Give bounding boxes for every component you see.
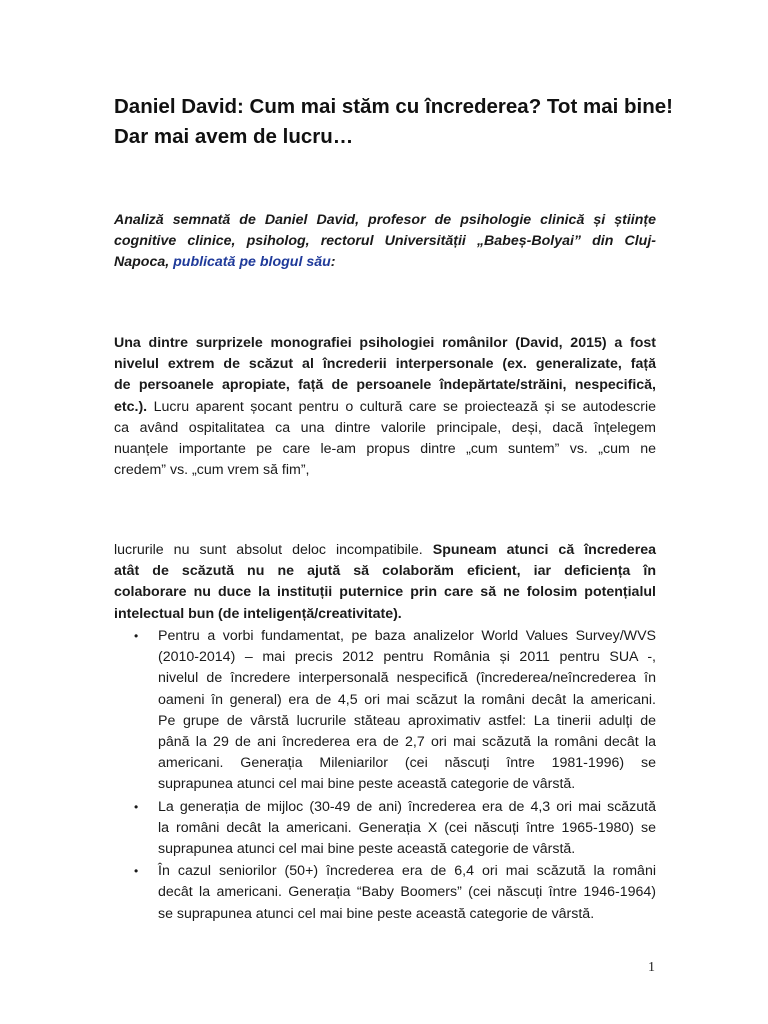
list-item-line: se suprapunea atunci cel mai bine peste această categorie de vârstă. bbox=[158, 905, 595, 922]
title-line: Daniel David: Cum mai stăm cu încrederea? Tot mai bine! bbox=[114, 95, 673, 118]
list-item-line: Pentru a vorbi fundamentat, pe baza analizelor World Values Survey/WVS bbox=[158, 628, 656, 644]
paragraph-line: Una dintre surprizele monografiei psihologiei românilor (David, 2015) a fost bbox=[114, 335, 656, 351]
abstract-text: Napoca, bbox=[114, 254, 174, 270]
list-item-line: până la 29 de ani încrederea era de 2,7 ori mai scăzută la români decât la bbox=[158, 734, 656, 751]
bold-text: etc.). bbox=[114, 398, 148, 415]
list-item bbox=[114, 797, 656, 861]
paragraph-intro bbox=[114, 333, 656, 481]
paragraph-line: de persoanele apropiate, față de persoanele îndepărtate/străini, nespecifică, bbox=[114, 377, 656, 394]
bullet-icon: • bbox=[134, 799, 139, 814]
list-item-line: Pe grupe de vârstă lucrurile stăteau aproximativ astfel: La tinerii adulți de bbox=[158, 712, 656, 729]
abstract-line: cognitive clinice, psiholog, rectorul Universității „Babeș-Bolyai” din Cluj- bbox=[114, 233, 656, 249]
paragraph-line: nivelul extrem de scăzut al încrederii interpersonale (ex. generalizate, față bbox=[114, 356, 656, 373]
title-line: Dar mai avem de lucru… bbox=[114, 125, 354, 148]
list-item-line: În cazul seniorilor (50+) încrederea era de 6,4 ori mai scăzută la români bbox=[158, 863, 656, 880]
list-item-line: (2010-2014) – mai precis 2012 pentru România și 2011 pentru SUA -, bbox=[158, 649, 656, 666]
article-abstract bbox=[114, 210, 656, 273]
list-item-line: la români decât la americani. Generația X (cei născuți între 1965-1980) se bbox=[158, 819, 656, 836]
list-item-line: oameni în general) era de 4,5 ori mai scăzut la români decât la americani. bbox=[158, 691, 656, 708]
bullet-list bbox=[114, 626, 656, 926]
paragraph-line: ca având ospitalitatea ca una dintre valorile principale, deși, dacă înțelegem bbox=[114, 419, 656, 436]
abstract-text: : bbox=[330, 254, 336, 270]
article-title bbox=[114, 92, 673, 152]
blog-link[interactable]: publicată pe blogul său bbox=[173, 254, 331, 270]
paragraph-line: atât de scăzută nu ne ajută să colaborăm eficient, iar deficiența în bbox=[114, 563, 656, 580]
paragraph-collaboration bbox=[114, 540, 656, 625]
paragraph-line: intelectual bun (de inteligență/creativitate). bbox=[114, 605, 402, 622]
abstract-line: Analiză semnată de Daniel David, profesor de psihologie clinică și științe bbox=[114, 212, 656, 228]
paragraph-line bbox=[114, 397, 656, 418]
plain-text: lucrurile nu sunt absolut deloc incompatibile. bbox=[114, 542, 433, 558]
list-item-line: nivelul de încredere interpersonală nespecifică (încrederea/neîncrederea în bbox=[158, 670, 656, 687]
list-item-line: La generația de mijloc (30-49 de ani) încrederea era de 4,3 ori mai scăzută bbox=[158, 798, 656, 815]
list-item bbox=[114, 626, 656, 796]
abstract-line bbox=[114, 252, 656, 273]
list-item-line: suprapunea atunci cel mai bine peste această categorie de vârstă. bbox=[158, 776, 576, 793]
bullet-icon: • bbox=[134, 864, 139, 879]
list-item-line: suprapunea atunci cel mai bine peste această categorie de vârstă. bbox=[158, 841, 576, 858]
list-item bbox=[114, 861, 656, 925]
paragraph-line: credem” vs. „cum vrem să fim”, bbox=[114, 462, 310, 479]
paragraph-line: colaborare nu duce la instituții puternice prin care să ne folosim potențialul bbox=[114, 584, 656, 601]
list-item-line: americani. Generația Mileniarilor (cei născuți între 1981-1996) se bbox=[158, 755, 656, 772]
list-item-line: decât la americani. Generația “Baby Boomers” (cei născuți între 1946-1964) bbox=[158, 884, 656, 901]
bullet-icon: • bbox=[134, 629, 139, 643]
paragraph-line bbox=[114, 540, 656, 561]
bold-text: Spuneam atunci că încrederea bbox=[432, 542, 656, 558]
plain-text: Lucru aparent șocant pentru o cultură care se proiectează și se autodescrie bbox=[147, 398, 656, 415]
page-number: 1 bbox=[648, 960, 655, 975]
paragraph-line: nuanțele importante pe care le-am propus dintre „cum suntem” vs. „cum ne bbox=[114, 441, 656, 458]
